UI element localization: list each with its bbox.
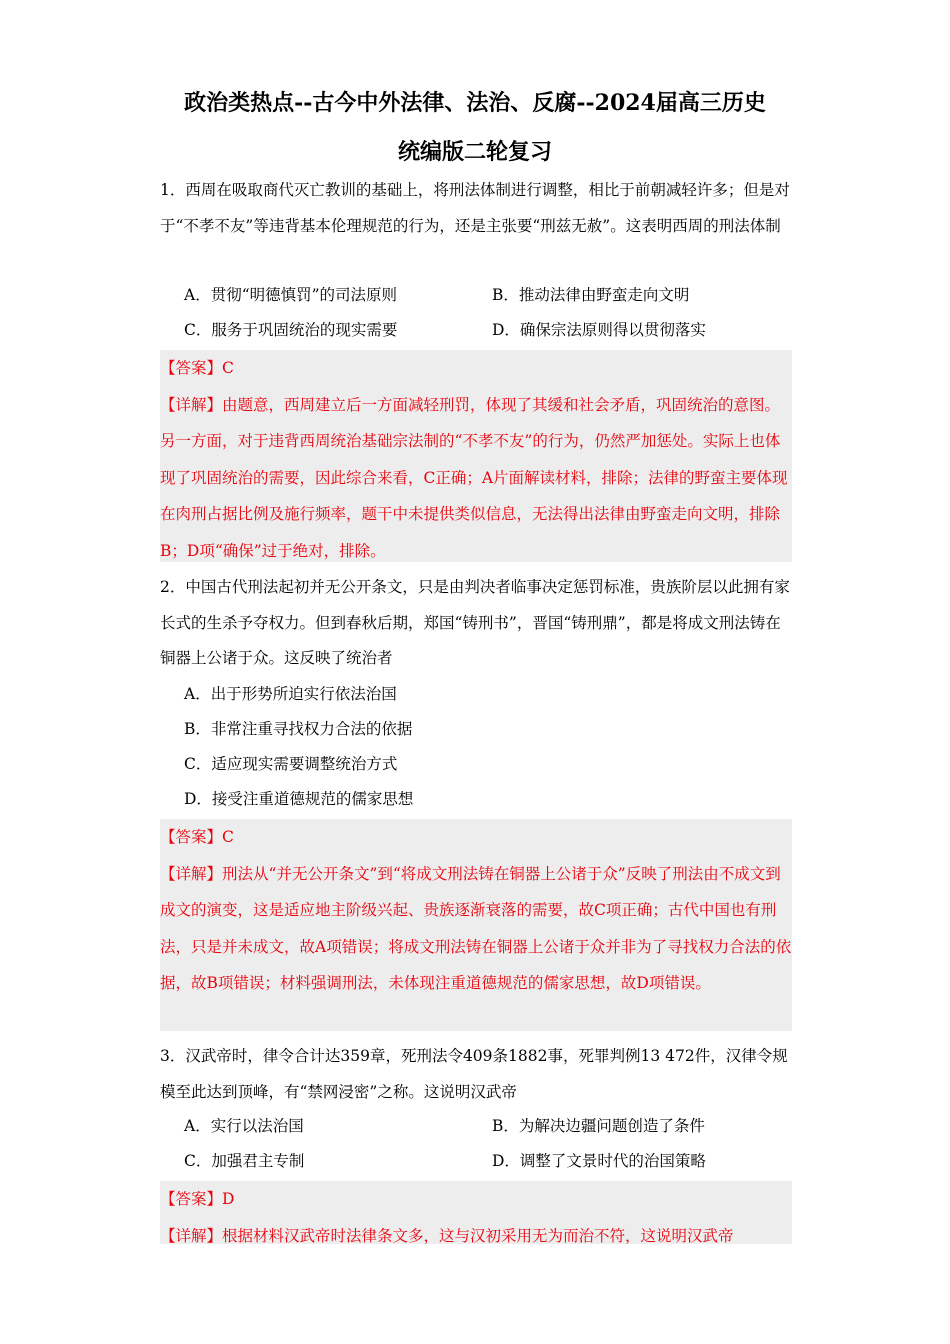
answer-value: D <box>222 1190 235 1208</box>
question-1-detail <box>160 387 792 570</box>
answer-value: C <box>222 828 234 846</box>
detail-label: 【详解】 <box>160 1226 223 1244</box>
question-3-answer-box <box>160 1181 792 1244</box>
detail-text: 刑法从“并无公开条文”到“将成文刑法铸在铜器上公诸于众”反映了刑法由不成文到成文的演变，这是适应地主阶级兴起、贵族逐渐衰落的需要，故C项正确；古代中国也有刑法，只是并未成文，故A项错误；将成文刑法铸在铜器上公诸于众并非为了寻找权力合法的依据，故B项错误；材料强调刑法，未体现注重道德规范的儒家思想，故D项错误。 <box>160 864 792 992</box>
question-2-option-a: A．出于形势所迫实行依法治国 <box>184 685 397 703</box>
question-2-detail <box>160 856 792 1002</box>
answer-value: C <box>222 359 234 377</box>
document-title-line2: 统编版二轮复习 <box>397 139 552 165</box>
answer-label: 【答案】 <box>160 359 223 377</box>
question-1-option-c: C．服务于巩固统治的现实需要 <box>184 321 398 339</box>
question-3-answer <box>160 1181 792 1218</box>
question-2-option-d: D．接受注重道德规范的儒家思想 <box>184 790 414 808</box>
question-3-option-d: D．调整了文景时代的治国策略 <box>492 1152 706 1170</box>
question-3-stem: 3．汉武帝时，律令合计达359章，死刑法令409条1882事，死罪判例13 472件，汉律令规模至此达到顶峰，有“禁网浸密”之称。这说明汉武帝 <box>160 1047 788 1101</box>
answer-label: 【答案】 <box>160 1190 223 1208</box>
question-1-answer-box <box>160 350 792 562</box>
detail-text: 根据材料汉武帝时法律条文多，这与汉初采用无为而治不符，这说明汉武帝 <box>222 1226 734 1244</box>
question-1-option-b: B．推动法律由野蛮走向文明 <box>492 286 690 304</box>
question-3-option-c: C．加强君主专制 <box>184 1152 305 1170</box>
question-2-answer <box>160 819 792 856</box>
question-3-option-b: B．为解决边疆问题创造了条件 <box>492 1117 705 1135</box>
answer-label: 【答案】 <box>160 828 223 846</box>
question-2-answer-box <box>160 819 792 1031</box>
question-1-answer <box>160 350 792 387</box>
document-title-line1: 政治类热点--古今中外法律、法治、反腐--2024届高三历史 <box>184 90 766 116</box>
detail-label: 【详解】 <box>160 395 223 414</box>
question-2-option-c: C．适应现实需要调整统治方式 <box>184 755 398 773</box>
question-1-option-a: A．贯彻“明德慎罚”的司法原则 <box>184 286 398 304</box>
detail-label: 【详解】 <box>160 864 223 883</box>
question-3-option-a: A．实行以法治国 <box>184 1117 304 1135</box>
detail-text: 由题意，西周建立后一方面减轻刑罚，体现了其缓和社会矛盾，巩固统治的意图。另一方面，对于违背西周统治基础宗法制的“不孝不友”的行为，仍然严加惩处。实际上也体现了巩固统治的需要，因此综合来看，C正确；A片面解读材料，排除；法律的野蛮主要体现在肉刑占据比例及施行频率，题干中未提供类似信息，无法得出法律由野蛮走向文明，排除B；D项“确保”过于绝对，排除。 <box>160 395 788 560</box>
question-1-stem: 1．西周在吸取商代灭亡教训的基础上，将刑法体制进行调整，相比于前朝减轻许多；但是对于“不孝不友”等违背基本伦理规范的行为，还是主张要“刑兹无赦”。这表明西周的刑法体制 <box>160 181 790 235</box>
question-1-option-d: D．确保宗法原则得以贯彻落实 <box>492 321 706 339</box>
question-2-stem: 2．中国古代刑法起初并无公开条文，只是由判决者临事决定惩罚标准，贵族阶层以此拥有家长式的生杀予夺权力。但到春秋后期，郑国“铸刑书”，晋国“铸刑鼎”，都是将成文刑法铸在铜器上公诸于众。这反映了统治者 <box>160 578 790 667</box>
question-2-option-b: B．非常注重寻找权力合法的依据 <box>184 720 413 738</box>
question-3-detail <box>160 1218 792 1245</box>
